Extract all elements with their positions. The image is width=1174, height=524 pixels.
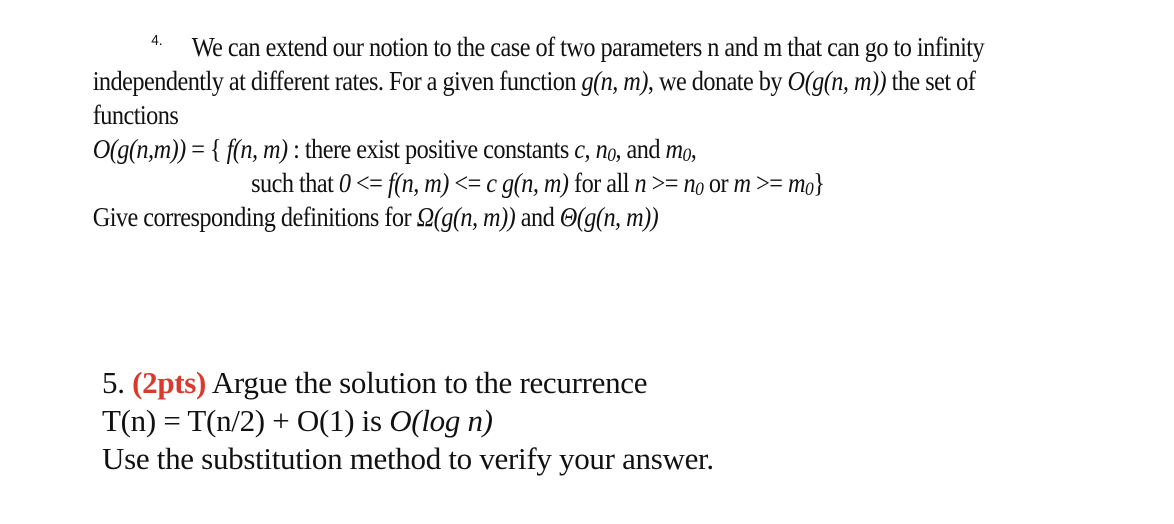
question-4-number: 4.	[151, 32, 163, 49]
math-m: m	[665, 134, 683, 164]
math-big-o-log: O(log n)	[389, 403, 493, 438]
text-segment: , we donate by	[647, 66, 788, 96]
points-label: (2pts)	[132, 365, 207, 400]
subscript: 0	[607, 144, 616, 166]
question-5-number: 5.	[102, 365, 133, 400]
question-4-line-1: We can extend our notion to the case of two parameters n and m that can go to infinity	[191, 32, 985, 62]
text-segment: <=	[448, 168, 487, 198]
text-segment: >=	[646, 168, 684, 198]
text-segment: or	[703, 168, 734, 198]
text-segment: >=	[750, 168, 788, 198]
math-big-o: O(g(n, m))	[787, 66, 887, 96]
text-segment: <=	[350, 168, 388, 198]
math-theta: Θ(g(n, m))	[559, 202, 659, 232]
text-segment: the set of	[886, 66, 976, 96]
text-segment: ,	[690, 134, 697, 164]
text-segment: Argue the solution to the recurrence	[206, 365, 648, 400]
text-segment: }	[813, 168, 825, 198]
question-5-line-2	[102, 405, 493, 436]
math-n0: n	[683, 168, 696, 198]
text-segment: T(n) = T(n/2) + O(1) is	[102, 403, 390, 438]
question-4-line-3: functions	[92, 100, 179, 130]
math-definition-lhs: O(g(n,m))	[92, 134, 186, 164]
math-c: c	[574, 134, 585, 164]
math-omega: Ω(g(n, m))	[416, 202, 516, 232]
text-segment: : there exist positive constants	[287, 134, 575, 164]
question-5-line-3: Use the substitution method to verify your answer.	[102, 441, 714, 476]
math-f: f(n, m)	[387, 168, 449, 198]
question-5-line-1	[102, 367, 647, 398]
math-zero: 0	[338, 168, 351, 198]
text-segment: for all	[568, 168, 635, 198]
math-m0: m	[787, 168, 805, 198]
math-g: g(n, m)	[581, 66, 648, 96]
subscript: 0	[695, 178, 704, 200]
text-segment: and	[515, 202, 560, 232]
math-n: n	[595, 134, 608, 164]
text-segment: ,	[584, 134, 596, 164]
text-segment: independently at different rates. For a given function	[92, 66, 582, 96]
text-segment: Give corresponding definitions for	[92, 202, 417, 232]
math-cg: c g(n, m)	[486, 168, 569, 198]
subscript: 0	[682, 144, 691, 166]
math-f: f(n, m)	[226, 134, 288, 164]
text-segment: such that	[251, 168, 339, 198]
math-n: n	[634, 168, 647, 198]
math-m: m	[733, 168, 751, 198]
subscript: 0	[804, 178, 814, 200]
text-segment: , and	[615, 134, 666, 164]
text-segment: = {	[185, 134, 227, 164]
